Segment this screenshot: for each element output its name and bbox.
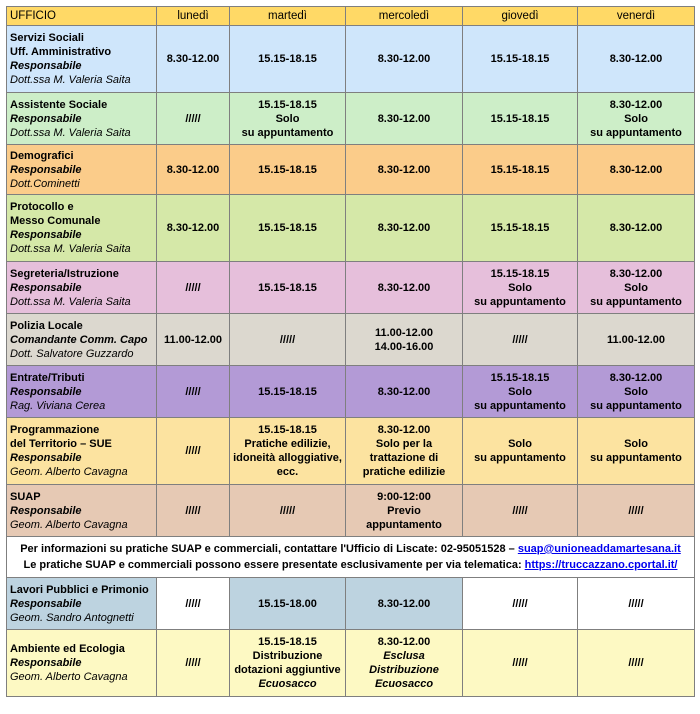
office-person: Geom. Alberto Cavagna — [10, 466, 128, 478]
hours-note: Previo — [387, 504, 421, 517]
hours-giovedi — [463, 262, 578, 314]
hours-lunedi — [157, 366, 230, 418]
office-name: Messo Comunale — [10, 215, 101, 227]
hours-text: 8.30-12.00 — [377, 636, 431, 648]
office-row-programmazione — [7, 418, 695, 485]
office-name: Demografici — [10, 149, 74, 162]
hours-text: 8.30-12.00 — [166, 163, 220, 176]
office-person: Dott.Cominetti — [10, 177, 80, 190]
hours-note: Solo — [624, 438, 648, 450]
hours-text: 8.30-12.00 — [609, 163, 663, 176]
hours-note: Pratiche edilizie, — [244, 438, 331, 450]
hours-text: 15.15-18.15 — [490, 267, 550, 280]
office-role: Responsabile — [10, 452, 82, 464]
hours-note: Solo — [508, 385, 532, 398]
hours-text: 15.15-18.15 — [490, 222, 550, 234]
hours-text: ///// — [512, 333, 528, 346]
hours-note: Ecuosacco — [374, 678, 434, 690]
office-name: Assistente Sociale — [10, 98, 108, 111]
hours-note: idoneità alloggiative, — [233, 452, 342, 464]
hours-lunedi — [157, 578, 230, 630]
office-name: Entrate/Tributi — [10, 371, 85, 384]
hours-note: su appuntamento — [474, 399, 566, 412]
hours-text: 15.15-18.15 — [258, 98, 317, 111]
office-row-assistente-sociale — [7, 93, 695, 145]
hours-text: ///// — [185, 657, 201, 669]
hours-text: 15.15-18.15 — [258, 636, 317, 648]
hours-text: 14.00-16.00 — [374, 340, 434, 353]
hours-martedi — [230, 485, 346, 537]
hours-note: Solo — [275, 112, 300, 125]
hours-text: 8.30-12.00 — [377, 597, 431, 610]
header-giovedi: giovedì — [463, 7, 578, 26]
office-role: Responsabile — [10, 281, 82, 294]
office-person: Dott. Salvatore Guzzardo — [10, 347, 134, 360]
office-cell — [7, 630, 157, 697]
hours-text: 8.30-12.00 — [377, 385, 431, 398]
office-role: Responsabile — [10, 229, 82, 241]
office-cell — [7, 26, 157, 93]
hours-text: 8.30-12.00 — [609, 222, 663, 234]
hours-text: 8.30-12.00 — [609, 371, 663, 384]
hours-note: Solo — [624, 281, 648, 294]
hours-note: Ecuosacco — [258, 678, 317, 690]
hours-text: ///// — [279, 333, 296, 346]
hours-text: ///// — [185, 281, 201, 294]
hours-martedi — [230, 366, 346, 418]
office-role: Responsabile — [10, 112, 82, 125]
hours-note: su appuntamento — [590, 295, 682, 308]
cportal-link[interactable]: https://truccazzano.cportal.it/ — [524, 559, 678, 571]
hours-lunedi — [157, 485, 230, 537]
office-hours-table — [6, 6, 695, 697]
hours-note: Solo — [624, 385, 648, 398]
office-role: Responsabile — [10, 657, 82, 669]
office-row-demografici — [7, 145, 695, 195]
hours-giovedi — [463, 418, 578, 485]
office-person: Rag. Viviana Cerea — [10, 399, 106, 412]
hours-lunedi — [157, 145, 230, 195]
hours-lunedi — [157, 195, 230, 262]
hours-giovedi — [463, 93, 578, 145]
hours-text: 15.15-18.15 — [258, 385, 317, 398]
office-name: del Territorio – SUE — [10, 438, 112, 450]
hours-note: Distribuzione — [369, 664, 439, 676]
hours-note: Esclusa — [383, 650, 425, 662]
hours-text: ///// — [512, 504, 528, 517]
hours-mercoledi — [346, 578, 463, 630]
hours-text: 15.15-18.00 — [258, 597, 317, 610]
hours-martedi — [230, 418, 346, 485]
hours-venerdi — [578, 262, 695, 314]
hours-giovedi — [463, 195, 578, 262]
hours-text: ///// — [279, 504, 296, 517]
hours-text: ///// — [512, 657, 528, 669]
hours-text: ///// — [628, 504, 644, 517]
header-lunedi: lunedì — [157, 7, 230, 26]
hours-venerdi — [578, 485, 695, 537]
hours-text: 8.30-12.00 — [377, 163, 431, 176]
hours-text: ///// — [185, 112, 201, 125]
hours-text: ///// — [628, 597, 644, 610]
office-person: Dott.ssa M. Valeria Saita — [10, 74, 131, 86]
hours-text: 15.15-18.15 — [490, 371, 550, 384]
office-name: Uff. Amministrativo — [10, 46, 112, 58]
hours-note: su appuntamento — [590, 399, 682, 412]
hours-mercoledi — [346, 314, 463, 366]
info-line-1: Per informazioni su pratiche SUAP e commerciali, contattare l'Ufficio di Liscate: 02-95051528 – — [20, 543, 518, 555]
office-cell — [7, 195, 157, 262]
hours-text: 11.00-12.00 — [163, 333, 223, 346]
hours-note: su appuntamento — [590, 126, 682, 139]
office-role: Responsabile — [10, 504, 82, 517]
office-role: Responsabile — [10, 163, 82, 176]
hours-mercoledi — [346, 630, 463, 697]
office-row-ambiente — [7, 630, 695, 697]
office-name: Protocollo e — [10, 201, 74, 213]
hours-text: 11.00-12.00 — [606, 333, 666, 346]
hours-mercoledi — [346, 93, 463, 145]
hours-text: 8.30-12.00 — [377, 112, 431, 125]
hours-text: 8.30-12.00 — [377, 281, 431, 294]
hours-note: su appuntamento — [241, 126, 334, 139]
office-cell — [7, 93, 157, 145]
hours-text: ///// — [512, 597, 528, 610]
hours-mercoledi — [346, 26, 463, 93]
hours-lunedi — [157, 418, 230, 485]
hours-text: 9:00-12:00 — [377, 490, 431, 503]
hours-venerdi — [578, 418, 695, 485]
hours-text: ///// — [185, 504, 201, 517]
office-person: Dott.ssa M. Valeria Saita — [10, 126, 131, 139]
office-person: Geom. Alberto Cavagna — [10, 671, 128, 683]
hours-venerdi — [578, 195, 695, 262]
office-cell — [7, 485, 157, 537]
suap-email-link[interactable]: suap@unioneaddamartesana.it — [517, 543, 681, 555]
hours-martedi — [230, 145, 346, 195]
hours-text: 15.15-18.15 — [258, 424, 317, 436]
office-cell — [7, 262, 157, 314]
office-row-segreteria — [7, 262, 695, 314]
hours-text: 8.30-12.00 — [377, 53, 431, 65]
hours-text: 8.30-12.00 — [609, 267, 663, 280]
hours-text: ///// — [185, 597, 201, 610]
office-person: Geom. Sandro Antognetti — [10, 611, 134, 624]
hours-lunedi — [157, 93, 230, 145]
hours-text: 8.30-12.00 — [377, 424, 431, 436]
office-cell — [7, 314, 157, 366]
office-name: Servizi Sociali — [10, 32, 84, 44]
hours-mercoledi — [346, 418, 463, 485]
hours-venerdi — [578, 26, 695, 93]
hours-text: ///// — [185, 385, 201, 398]
office-person: Dott.ssa M. Valeria Saita — [10, 243, 131, 255]
header-martedi: martedì — [230, 7, 346, 26]
hours-mercoledi — [346, 366, 463, 418]
header-ufficio: UFFICIO — [7, 7, 157, 26]
hours-martedi — [230, 630, 346, 697]
hours-lunedi — [157, 26, 230, 93]
hours-text: 15.15-18.15 — [258, 222, 317, 234]
hours-giovedi — [463, 485, 578, 537]
hours-martedi — [230, 93, 346, 145]
hours-lunedi — [157, 630, 230, 697]
office-role: Responsabile — [10, 385, 82, 398]
hours-venerdi — [578, 578, 695, 630]
hours-text: 15.15-18.15 — [490, 163, 550, 176]
hours-text: 15.15-18.15 — [490, 112, 550, 125]
office-name: Segreteria/Istruzione — [10, 267, 119, 280]
office-name: Programmazione — [10, 424, 100, 436]
hours-text: 8.30-12.00 — [166, 222, 220, 234]
hours-martedi — [230, 262, 346, 314]
hours-note: trattazione di — [369, 452, 439, 464]
suap-info — [7, 537, 695, 578]
hours-text: 8.30-12.00 — [166, 53, 220, 65]
hours-lunedi — [157, 262, 230, 314]
office-name: Ambiente ed Ecologia — [10, 643, 125, 655]
hours-note: Solo per la — [375, 438, 433, 450]
hours-text: 15.15-18.15 — [258, 53, 317, 65]
hours-text: 11.00-12.00 — [374, 326, 434, 339]
office-row-suap — [7, 485, 695, 537]
office-role: Responsabile — [10, 597, 82, 610]
office-row-lavori-pubblici — [7, 578, 695, 630]
hours-text: ///// — [185, 445, 201, 457]
office-role: Responsabile — [10, 60, 82, 72]
office-name: Polizia Locale — [10, 319, 83, 332]
hours-martedi — [230, 195, 346, 262]
hours-giovedi — [463, 145, 578, 195]
hours-text: 15.15-18.15 — [258, 163, 317, 176]
hours-venerdi — [578, 93, 695, 145]
hours-note: pratiche edilizie — [362, 466, 446, 478]
hours-note: Solo — [508, 281, 532, 294]
hours-note: su appuntamento — [474, 452, 566, 464]
hours-giovedi — [463, 26, 578, 93]
office-cell — [7, 418, 157, 485]
hours-mercoledi — [346, 195, 463, 262]
hours-martedi — [230, 26, 346, 93]
hours-text: 8.30-12.00 — [377, 222, 431, 234]
hours-text: 8.30-12.00 — [609, 98, 663, 111]
office-row-entrate-tributi — [7, 366, 695, 418]
hours-venerdi — [578, 366, 695, 418]
hours-giovedi — [463, 366, 578, 418]
office-person: Geom. Alberto Cavagna — [10, 518, 128, 531]
hours-mercoledi — [346, 485, 463, 537]
office-name: SUAP — [10, 490, 41, 503]
hours-note: appuntamento — [366, 518, 442, 531]
hours-text: 8.30-12.00 — [609, 53, 663, 65]
hours-note: su appuntamento — [590, 452, 682, 464]
hours-martedi — [230, 314, 346, 366]
hours-note: ecc. — [276, 466, 299, 478]
office-cell — [7, 578, 157, 630]
office-cell — [7, 366, 157, 418]
hours-note: Solo — [624, 112, 648, 125]
header-venerdi: venerdì — [578, 7, 695, 26]
info-row — [7, 537, 695, 578]
office-row-polizia-locale — [7, 314, 695, 366]
hours-venerdi — [578, 314, 695, 366]
office-row-servizi-sociali — [7, 26, 695, 93]
hours-giovedi — [463, 630, 578, 697]
hours-note: su appuntamento — [474, 295, 566, 308]
hours-mercoledi — [346, 145, 463, 195]
office-person: Dott.ssa M. Valeria Saita — [10, 295, 131, 308]
header-mercoledi: mercoledì — [346, 7, 463, 26]
hours-text: ///// — [628, 657, 644, 669]
hours-note: Distribuzione — [252, 650, 323, 662]
hours-text: 15.15-18.15 — [258, 281, 317, 294]
hours-note: Solo — [508, 438, 532, 450]
office-name: Lavori Pubblici e Primonio — [10, 583, 149, 596]
hours-giovedi — [463, 314, 578, 366]
hours-venerdi — [578, 630, 695, 697]
header-row — [7, 7, 695, 26]
hours-venerdi — [578, 145, 695, 195]
office-role: Comandante Comm. Capo — [10, 333, 148, 346]
hours-giovedi — [463, 578, 578, 630]
info-line-2: Le pratiche SUAP e commerciali possono essere presentate esclusivamente per via telematica: — [23, 559, 525, 571]
hours-mercoledi — [346, 262, 463, 314]
office-row-protocollo — [7, 195, 695, 262]
office-cell — [7, 145, 157, 195]
hours-text: 15.15-18.15 — [490, 53, 550, 65]
hours-martedi — [230, 578, 346, 630]
hours-lunedi — [157, 314, 230, 366]
hours-note: dotazioni aggiuntive — [234, 664, 341, 676]
